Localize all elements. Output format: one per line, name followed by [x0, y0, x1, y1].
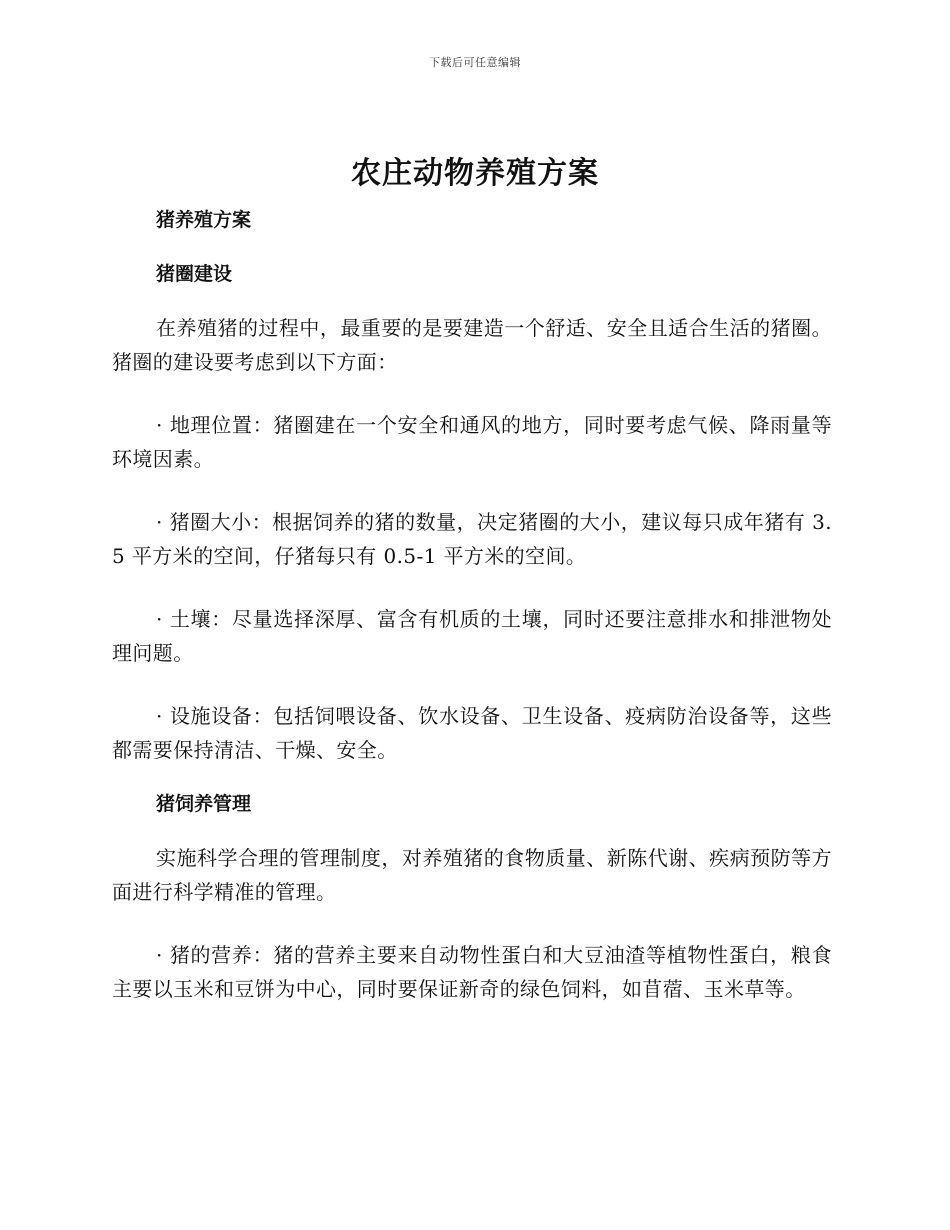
paragraph-location: · 地理位置：猪圈建在一个安全和通风的地方，同时要考虑气候、降雨量等环境因素。 [112, 413, 832, 471]
paragraph-facilities: · 设施设备：包括饲喂设备、饮水设备、卫生设备、疫病防治设备等，这些都需要保持清洁、干燥、安全。 [112, 704, 832, 762]
header-note: 下载后可任意编辑 [429, 56, 521, 69]
paragraph-pigpen-intro: 在养殖猪的过程中，最重要的是要建造一个舒适、安全且适合生活的猪圈。猪圈的建设要考虑到以下方面： [112, 316, 832, 374]
paragraph-pen-size: · 猪圈大小：根据饲养的猪的数量，决定猪圈的大小，建议每只成年猪有 3.5 平方米的空间，仔猪每只有 0.5-1 平方米的空间。 [112, 510, 832, 568]
section-heading-pig-farming-plan: 猪养殖方案 [156, 209, 252, 231]
document-body [112, 203, 832, 1035]
paragraph-soil: · 土壤：尽量选择深厚、富含有机质的土壤，同时还要注意排水和排泄物处理问题。 [112, 607, 832, 665]
paragraph-nutrition: · 猪的营养：猪的营养主要来自动物性蛋白和大豆油渣等植物性蛋白，粮食主要以玉米和豆饼为中心，同时要保证新奇的绿色饲料，如苜蓿、玉米草等。 [112, 943, 832, 1001]
document-title: 农庄动物养殖方案 [351, 156, 599, 191]
section-heading-pig-feeding-management: 猪饲养管理 [156, 793, 252, 815]
section-heading-pigpen-construction: 猪圈建设 [156, 263, 233, 285]
paragraph-management-intro: 实施科学合理的管理制度，对养殖猪的食物质量、新陈代谢、疾病预防等方面进行科学精准的管理。 [112, 846, 832, 904]
